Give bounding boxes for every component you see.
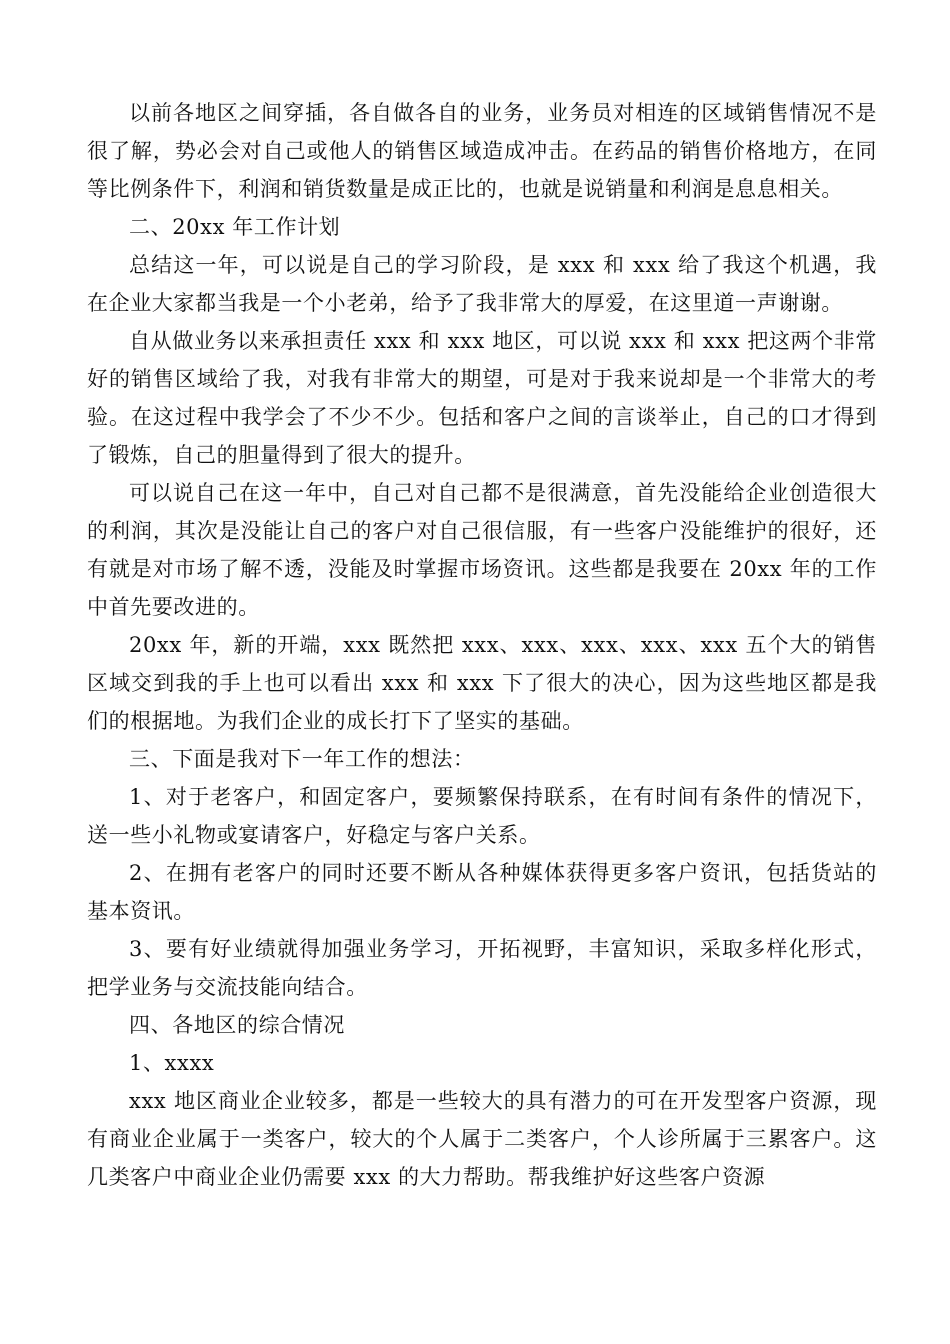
list-item-3: 3、要有好业绩就得加强业务学习，开拓视野，丰富知识，采取多样化形式，把学业务与交流技能向结合。 — [87, 937, 877, 999]
document-page — [87, 94, 877, 1196]
paragraph-responsibility: 自从做业务以来承担责任 xxx 和 xxx 地区，可以说 xxx 和 xxx 把这两个非常好的销售区域给了我，对我有非常大的期望，可是对于我来说却是一个非常大的考验。在这过程中我学会了不少不少。包括和客户之间的言谈举止，自己的口才得到了锻炼，自己的胆量得到了很大的提升。 — [87, 329, 877, 467]
paragraph-summary: 总结这一年，可以说是自己的学习阶段，是 xxx 和 xxx 给了我这个机遇，我在企业大家都当我是一个小老弟，给予了我非常大的厚爱，在这里道一声谢谢。 — [87, 253, 877, 315]
paragraph-self-review: 可以说自己在这一年中，自己对自己都不是很满意，首先没能给企业创造很大的利润，其次是没能让自己的客户对自己很信服，有一些客户没能维护的很好，还有就是对市场了解不透，没能及时掌握市场资讯。这些都是我要在 20xx 年的工作中首先要改进的。 — [87, 481, 877, 619]
paragraph-region-1: xxx 地区商业企业较多，都是一些较大的具有潜力的可在开发型客户资源，现有商业企业属于一类客户，较大的个人属于二类客户，个人诊所属于三累客户。这几类客户中商业企业仍需要 xxx 的大力帮助。帮我维护好这些客户资源 — [87, 1089, 877, 1189]
list-item-1: 1、对于老客户，和固定客户，要频繁保持联系，在有时间有条件的情况下，送一些小礼物或宴请客户，好稳定与客户关系。 — [87, 785, 877, 847]
section-heading-next-year: 三、下面是我对下一年工作的想法： — [129, 747, 475, 771]
paragraph-new-start: 20xx 年，新的开端，xxx 既然把 xxx、xxx、xxx、xxx、xxx 五个大的销售区域交到我的手上也可以看出 xxx 和 xxx 下了很大的决心，因为这些地区都是我们的根据地。为我们企业的成长打下了坚实的基础。 — [87, 633, 877, 733]
section-heading-regions: 四、各地区的综合情况 — [129, 1013, 345, 1037]
subheading-region-1: 1、xxxx — [129, 1051, 215, 1075]
section-heading-work-plan: 二、20xx 年工作计划 — [129, 215, 341, 239]
paragraph-intro: 以前各地区之间穿插，各自做各自的业务，业务员对相连的区域销售情况不是很了解，势必会对自己或他人的销售区域造成冲击。在药品的销售价格地方，在同等比例条件下，利润和销货数量是成正比的，也就是说销量和利润是息息相关。 — [87, 101, 877, 201]
list-item-2: 2、在拥有老客户的同时还要不断从各种媒体获得更多客户资讯，包括货站的基本资讯。 — [87, 861, 877, 923]
